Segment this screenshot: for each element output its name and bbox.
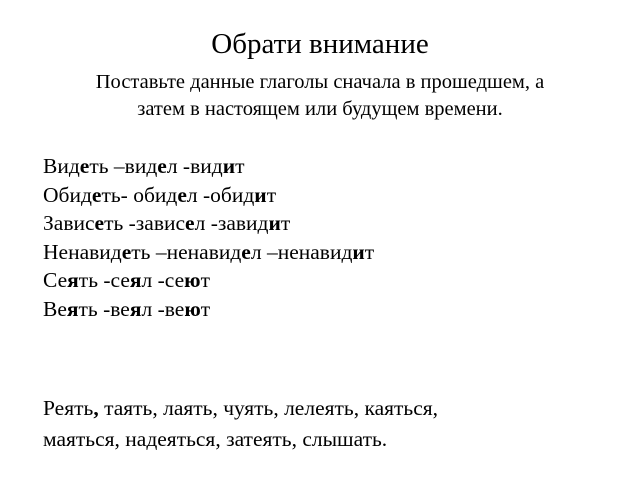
emphasized-letter: и <box>268 211 281 235</box>
verb-exercise-list <box>43 393 633 455</box>
text-segment: т <box>235 154 245 178</box>
text-segment: Ненавид <box>43 239 122 264</box>
text-segment: Вид <box>43 154 80 178</box>
text-segment: л -завид <box>194 211 269 235</box>
text-segment: т <box>364 239 375 264</box>
text-segment: л -се <box>141 268 185 292</box>
emphasized-letter: и <box>222 154 236 178</box>
text-segment: л -обид <box>186 182 255 207</box>
instruction-line-1: Поставьте данные глаголы сначала в прошедшем, а <box>95 71 545 93</box>
emphasized-letter: е <box>241 239 251 264</box>
verb-forms-row <box>43 181 633 210</box>
instruction-text <box>20 69 620 123</box>
text-segment: л -ве <box>141 296 185 321</box>
slide-title: Обрати внимание <box>211 28 429 60</box>
emphasized-letter: ю <box>184 268 201 292</box>
emphasized-letter: е <box>185 211 195 235</box>
instruction-line-2: затем в настоящем или будущем времени. <box>137 98 503 120</box>
verb-forms-row <box>43 266 633 295</box>
verb-forms-row <box>43 152 633 181</box>
emphasized-letter: ю <box>184 296 201 321</box>
text-segment: т <box>200 296 211 321</box>
verb-forms-row <box>43 238 633 267</box>
emphasized-letter: и <box>352 239 365 264</box>
text-segment: ть –вид <box>89 154 158 178</box>
text-segment: маяться, надеяться, затеять, слышать. <box>43 427 388 451</box>
text-segment: ть- обид <box>101 182 178 207</box>
emphasized-letter: е <box>157 154 167 178</box>
emphasized-letter: я <box>129 268 142 292</box>
text-segment: т <box>280 211 291 235</box>
text-segment: ть –ненавид <box>131 239 242 264</box>
emphasized-letter: е <box>91 182 102 207</box>
emphasized-letter: я <box>67 268 79 292</box>
text-segment: Завис <box>43 211 95 235</box>
verb-forms-list <box>43 152 633 323</box>
emphasized-letter: е <box>94 211 105 235</box>
text-segment: таять, лаять, чуять, лелеять, каяться, <box>98 396 439 420</box>
emphasized-letter: е <box>79 154 90 178</box>
emphasized-letter: е <box>121 239 132 264</box>
text-segment: Ве <box>43 296 67 321</box>
emphasized-letter: е <box>177 182 187 207</box>
text-segment: ть -ве <box>78 296 130 321</box>
text-segment: ть -завис <box>104 211 186 235</box>
text-segment: т <box>200 268 210 292</box>
verb-list-line <box>43 424 633 455</box>
emphasized-letter: , <box>93 396 99 420</box>
verb-list-line <box>43 393 633 424</box>
text-segment: Реять <box>43 396 94 420</box>
text-segment: л -вид <box>166 154 223 178</box>
text-segment: Обид <box>43 182 92 207</box>
text-segment: т <box>266 182 277 207</box>
text-segment: ть -се <box>78 268 130 292</box>
text-segment: л –ненавид <box>250 239 353 264</box>
emphasized-letter: и <box>254 182 267 207</box>
verb-forms-row <box>43 209 633 238</box>
text-segment: Се <box>43 268 68 292</box>
emphasized-letter: я <box>66 296 79 321</box>
verb-forms-row <box>43 295 633 324</box>
emphasized-letter: я <box>129 296 142 321</box>
